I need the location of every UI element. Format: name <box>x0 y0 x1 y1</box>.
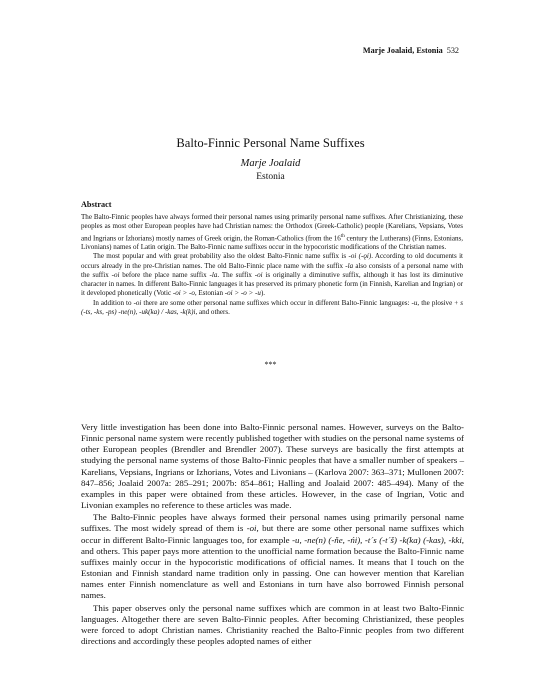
running-header-author: Marje Joalaid, Estonia <box>362 46 443 55</box>
abstract-paragraph: The Balto-Finnic peoples have always formed their personal names using primarily personal name suffixes. After Christianizing, these peoples as most other European peoples have had Christian names: the Orthodox (Greek-Catholic) people (Karelians, Vepsians, Votes and Ingrians or Izhorians) mostly names of Greek origin, the Roman-Catholics (from the 16th century the Lutherans) (Finns, Estonians, Livonians) names of Latin origin. The Balto-Finnic name suffixes occur in the hypocoristic modifications of the Christian names. <box>81 213 464 252</box>
running-header <box>363 46 459 55</box>
abstract-text <box>81 213 463 317</box>
abstract-paragraph: The most popular and with great probability also the oldest Balto-Finnic name suffix is -oi (-ǫi). According to old documents it occurs already in the pre-Christian names. The old Balto-Finnic place name with the suffix -la also consists of a personal name with the suffix -oi before the place name suffix -la. The suffix -oi is originally a diminutive suffix, although it has lost its diminutive character in names. In different Balto-Finnic languages it has preserved its primary phonetic form (in Finnish, Karelian and Ingrian) or it developed phonetically (Votic -oi > -o, Estonian -oi > -o > -u). <box>81 252 464 298</box>
body-text <box>81 422 464 647</box>
body-paragraph: This paper observes only the personal name suffixes which are common in at least two Balto-Finnic languages. Altogether there are seven Balto-Finnic peoples. After becoming Christianized, these peoples were forced to adopt Christian names. Christianity reached the Balto-Finnic peoples from two different directions and accordingly these peoples adopted names of either <box>81 602 464 646</box>
body-paragraph: Very little investigation has been done into Balto-Finnic personal names. However, surveys on the Balto-Finnic personal name system were recently published together with studies on the personal name systems of other European peoples (Brendler and Brendler 2007). These surveys are basically the first attempts at studying the personal name systems of those Balto-Finnic peoples that have a smaller number of speakers – Karelians, Vepsians, Ingrians or Izhorians, Votes and Livonians – (Karlova 2007: 363–371; Mullonen 2007: 847–856; Joalaid 2007a: 285–291; 2007b: 854–861; Halling and Joalaid 2007: 485–494). Many of the examples in this paper were obtained from these articles. However, in the case of Ingrian, Votic and Livonian examples no reference to these articles was made. <box>81 422 464 511</box>
paper-title: Balto-Finnic Personal Name Suffixes <box>176 136 365 150</box>
page-number: 532 <box>446 46 459 55</box>
body-paragraph: The Balto-Finnic peoples have always formed their personal names using primarily personal name suffixes. The most widely spread of them is -oi, but there are some other personal name suffixes which occur in different Balto-Finnic languages too, for example -u, -ne(n) (-ňe, -ńi), -t´s (-t´š) -k(ka) (-kas), -kki, and others. This paper pays more attention to the unofficial name formation because the Balto-Finnic name suffixes mainly occur in the hypocoristic modifications of official names. It means that I touch on the Estonian and Finnish standard name tradition only in passing. One can however mention that Karelian names enter Finnish nomenclature as well and Estonians in turn have also borrowed Finnish personal names. <box>81 512 465 601</box>
abstract-paragraph: In addition to -oi there are some other personal name suffixes which occur in different Balto-Finnic languages: -u, the plosive + s (-ts, -ks, -ps) -ne(n), -uk(ka) / -kas, -k(k)i, and others. <box>81 298 464 316</box>
author-name: Marje Joalaid <box>240 158 301 169</box>
author-affiliation: Estonia <box>256 172 285 182</box>
section-separator: *** <box>264 360 277 369</box>
abstract-heading: Abstract <box>81 200 112 209</box>
